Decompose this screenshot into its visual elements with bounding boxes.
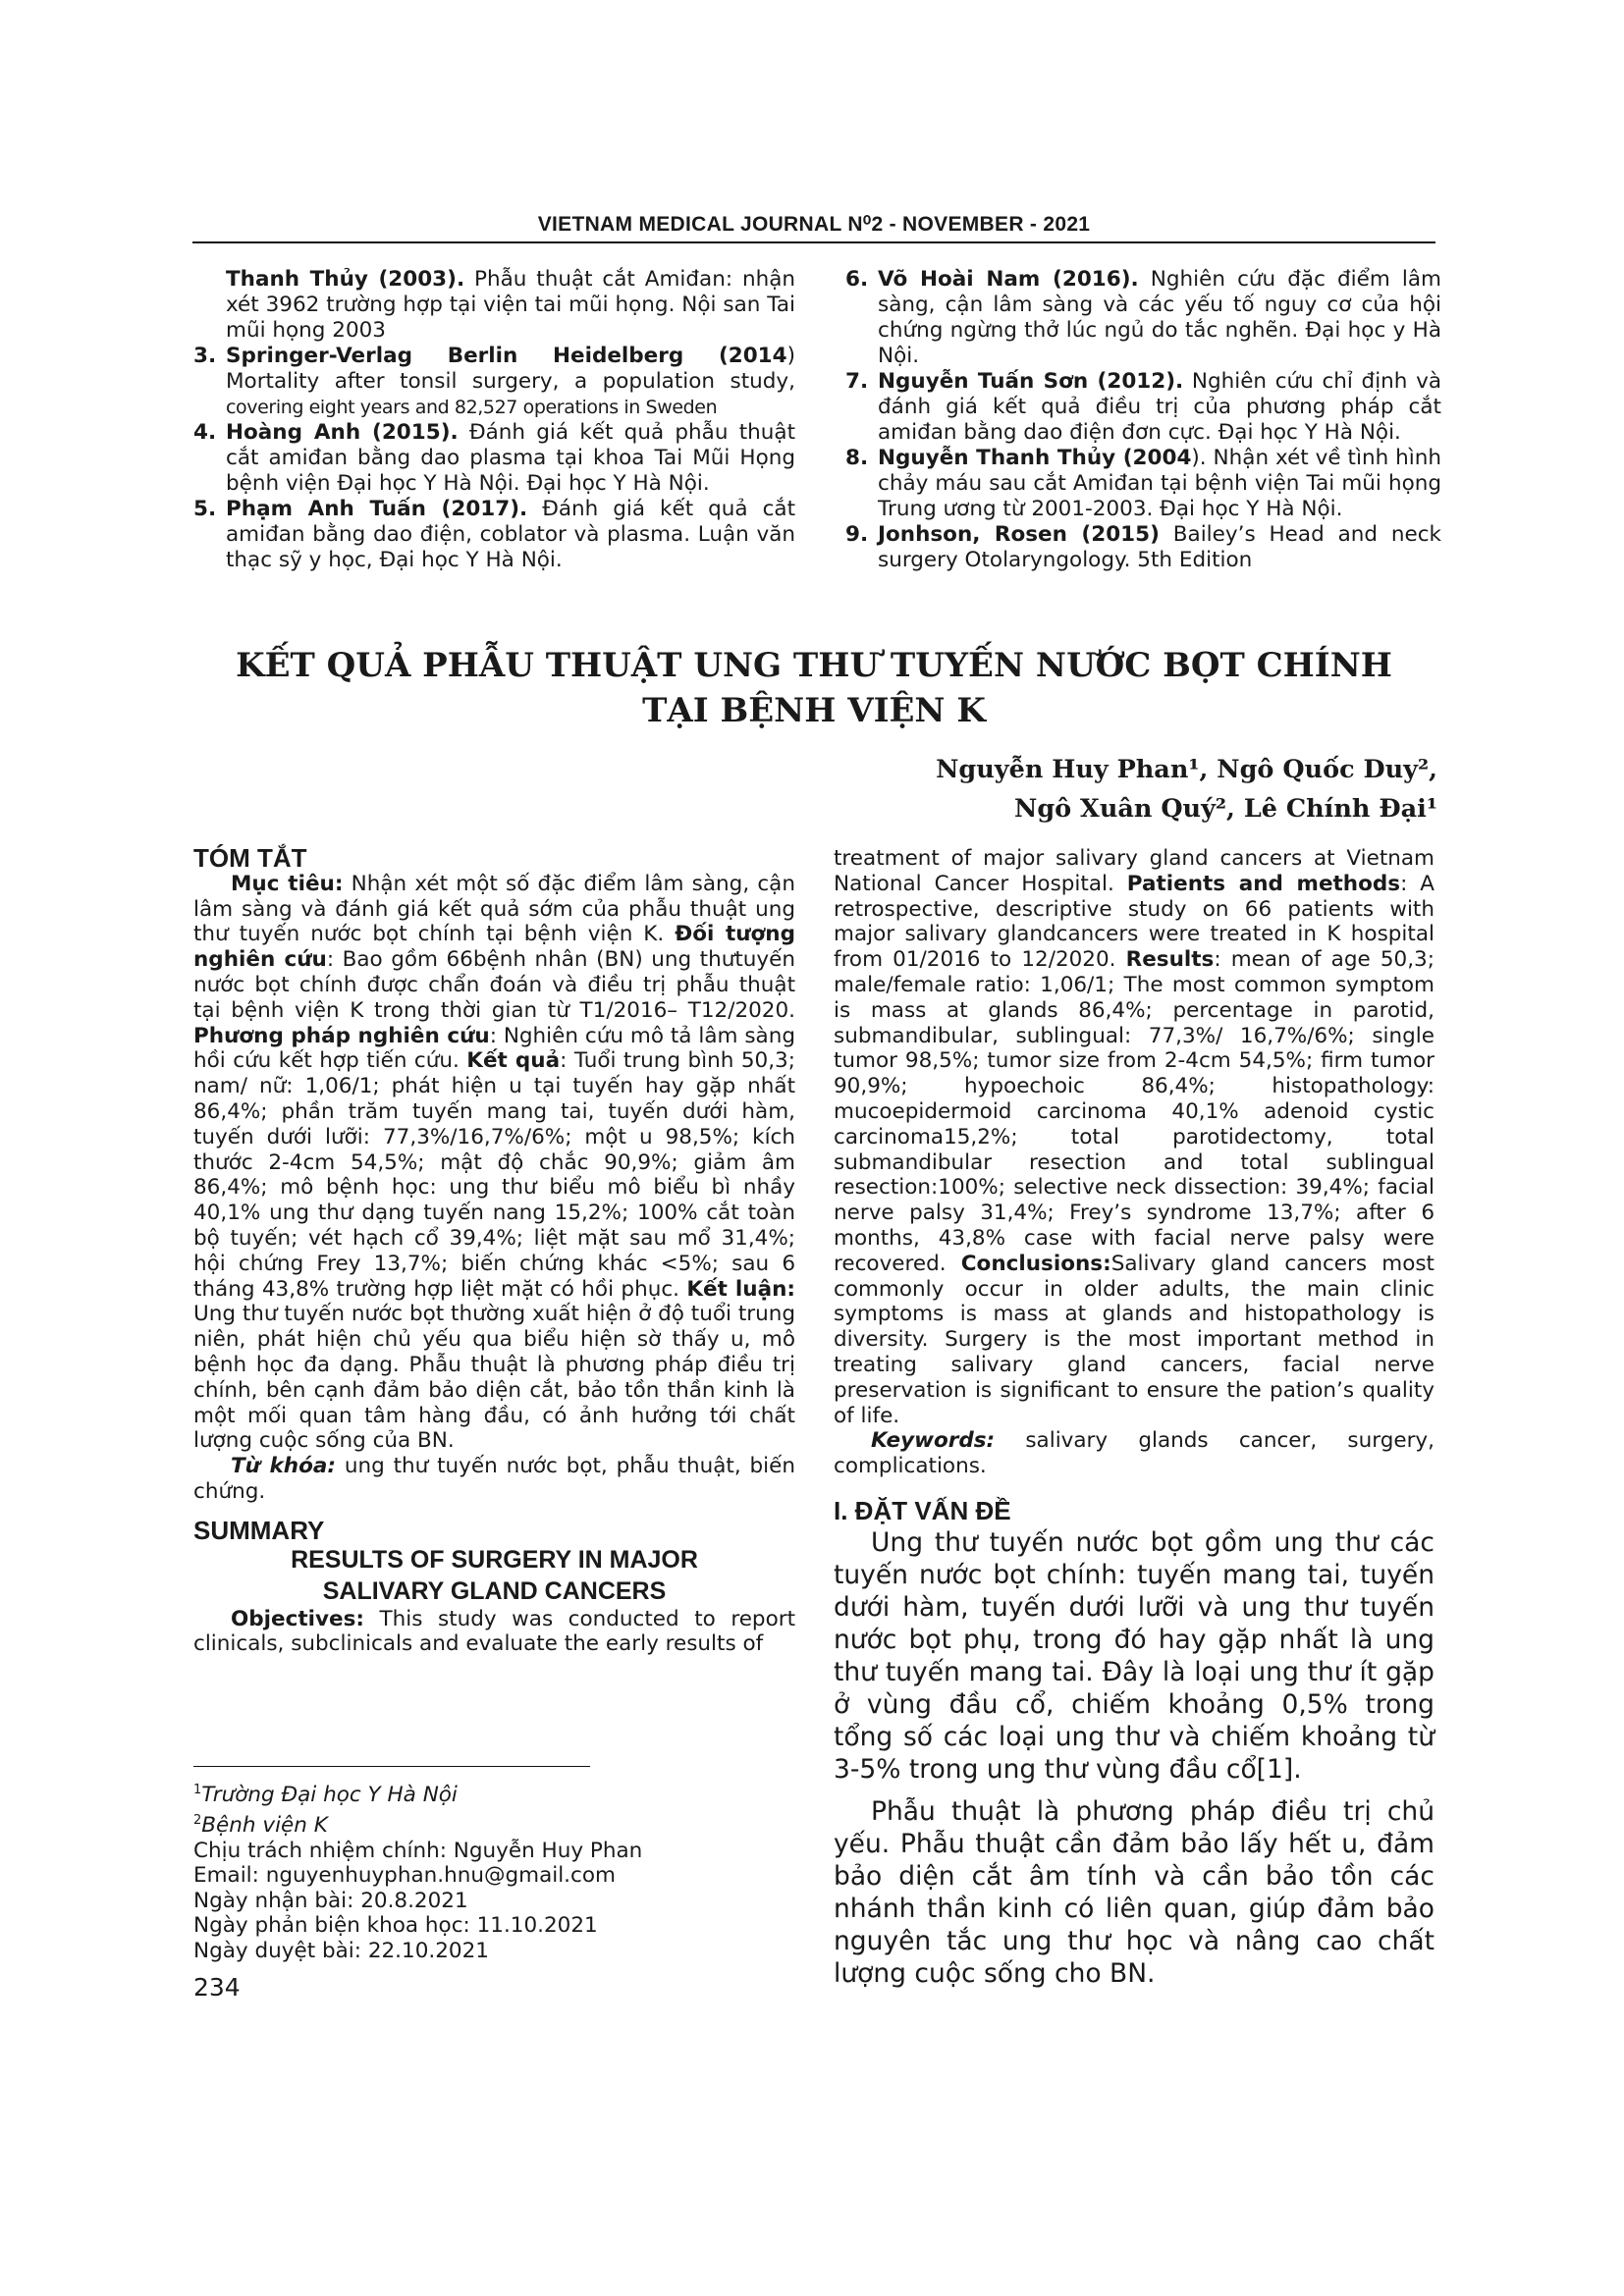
footnotes (193, 1778, 795, 1963)
reference-item: 5. Phạm Anh Tuấn (2017). Đánh giá kết quả cắt amiđan bằng dao điện, coblator và plasma. Luận văn thạc sỹ y học, Đại học Y Hà Nội. (193, 497, 795, 572)
right-column (834, 846, 1435, 1990)
abstract-en-start: Objectives: This study was conducted to report clinicals, subclinicals and evaluate the early results of (193, 1606, 795, 1657)
reference-item: 9. Jonhson, Rosen (2015) Bailey’s Head and neck surgery Otolaryngology. 5th Edition (845, 522, 1441, 572)
references-right (845, 267, 1441, 573)
intro-paragraph: Ung thư tuyến nước bọt gồm ung thư các tuyến nước bọt chính: tuyến mang tai, tuyến dưới hàm, tuyến dưới lưỡi và ung thư tuyến nước bọt phụ, trong đó hay gặp nhất là ung thư tuyến mang tai. Đây là loại ung thư ít gặp ở vùng đầu cổ, chiếm khoảng 0,5% trong tổng số các loại ung thư và chiếm khoảng từ 3-5% trong ung thư vùng đầu cổ[1]. (834, 1526, 1435, 1785)
keywords-vi: Từ khóa: ung thư tuyến nước bọt, phẫu thuật, biến chứng. (193, 1454, 795, 1504)
authors (750, 750, 1437, 828)
summary-title: RESULTS OF SURGERY IN MAJOR SALIVARY GLAND CANCERS (291, 1545, 698, 1605)
header-rule (192, 241, 1435, 243)
authors-line: Nguyễn Huy Phan¹, Ngô Quốc Duy², (936, 755, 1437, 784)
section-heading-summary: SUMMARY (193, 1515, 325, 1545)
section-heading-intro: I. ĐẶT VẤN ĐỀ (834, 1495, 1011, 1525)
reference-item: 4. Hoàng Anh (2015). Đánh giá kết quả phẫu thuật cắt amiđan bằng dao plasma tại khoa Tai Mũi Họng bệnh viện Đại học Y Hà Nội. Đại học Y Hà Nội. (193, 420, 795, 496)
journal-header: VIETNAM MEDICAL JOURNAL N⁰2 - NOVEMBER - 2021 (537, 213, 1091, 236)
abstract-en-continued: treatment of major salivary gland cancers at Vietnam National Cancer Hospital. Patients and methods: A retrospective, descriptive study on 66 patients with major salivary glandcancers were treated in K hospital from 01/2016 to 12/2020. Results: mean of age 50,3; male/female ratio: 1,06/1; The most common symptom is mass at glands 86,4%; percentage in parotid, submandibular, sublingual: 77,3%/ 16,7%/6%; single tumor 98,5%; tumor size from 2-4cm 54,5%; firm tumor 90,9%; hypoechoic 86,4%; histopathology: mucoepidermoid carcinoma 40,1% adenoid cystic carcinoma15,2%; total parotidectomy, total submandibular resection and total sublingual resection:100%; selective neck dissection: 39,4%; facial nerve palsy 31,4%; Frey’s syndrome 13,7%; after 6 months, 43,8% case with facial nerve palsy were recovered. Conclusions:Salivary gland cancers most commonly occur in older adults, the main clinic symptoms is mass at glands and histopathology is diversity. Surgery is the most important method in treating salivary gland cancers, facial nerve preservation is significant to ensure the pation’s quality of life. (834, 846, 1435, 1428)
section-heading-tomtat: TÓM TẮT (193, 843, 307, 873)
affiliation-1: $^1$Trường Đại học Y Hà Nội (193, 1783, 458, 1808)
title-line: KẾT QUẢ PHẪU THUẬT UNG THƯ TUYẾN NƯỚC BỌT CHÍNH (236, 646, 1392, 685)
reference-item: Thanh Thủy (2003). Phẫu thuật cắt Amiđan: nhận xét 3962 trường hợp tại viện tai mũi họng. Nội san Tai mũi họng 2003 (226, 267, 795, 343)
corresponding-author: Chịu trách nhiệm chính: Nguyễn Huy Phan (193, 1838, 643, 1863)
date-reviewed: Ngày phản biện khoa học: 11.10.2021 (193, 1913, 598, 1939)
reference-item: 8. Nguyễn Thanh Thủy (2004). Nhận xét về tình hình chảy máu sau cắt Amiđan tại bệnh viện Tai mũi họng Trung ương từ 2001-2003. Đại học Y Hà Nội. (845, 446, 1441, 521)
email: Email: nguyenhuyphan.hnu@gmail.com (193, 1863, 616, 1889)
article-title (192, 643, 1435, 733)
keywords-en: Keywords: salivary glands cancer, surgery, complications. (834, 1428, 1435, 1479)
page-number: 234 (193, 1973, 241, 2002)
affiliation-2: $^2$Bệnh viện K (193, 1812, 328, 1838)
reference-item: 3. Springer-Verlag Berlin Heidelberg (2014) Mortality after tonsil surgery, a population study, covering eight years and 82,527 operations in Sweden (193, 344, 795, 418)
authors-line: Ngô Xuân Quý², Lê Chính Đại¹ (1014, 794, 1437, 824)
reference-item: 7. Nguyễn Tuấn Sơn (2012). Nghiên cứu chỉ định và đánh giá kết quả điều trị của phương pháp cắt amiđan bằng dao điện đơn cực. Đại học Y Hà Nội. (845, 369, 1441, 445)
reference-item: 6. Võ Hoài Nam (2016). Nghiên cứu đặc điểm lâm sàng, cận lâm sàng và các yếu tố nguy cơ của hội chứng ngừng thở lúc ngủ do tắc nghẽn. Đại học y Hà Nội. (845, 267, 1441, 368)
intro-paragraph: Phẫu thuật là phương pháp điều trị chủ yếu. Phẫu thuật cần đảm bảo lấy hết u, đảm bảo diện cắt âm tính và cần bảo tồn các nhánh thần kinh có liên quan, giúp đảm bảo nguyên tắc ung thư học và nâng cao chất lượng cuộc sống cho BN. (834, 1795, 1435, 1989)
date-accepted: Ngày duyệt bài: 22.10.2021 (193, 1938, 489, 1963)
references-left (193, 267, 795, 573)
abstract-vi: Mục tiêu: Nhận xét một số đặc điểm lâm sàng, cận lâm sàng và đánh giá kết quả sớm của phẫu thuật ung thư tuyến nước bọt chính tại bệnh viện K. Đối tượng nghiên cứu: Bao gồm 66bệnh nhân (BN) ung thưtuyến nước bọt chính được chẩn đoán và điều trị phẫu thuật tại bệnh viện K trong thời gian từ T1/2016– T12/2020. Phương pháp nghiên cứu: Nghiên cứu mô tả lâm sàng hồi cứu kết hợp tiến cứu. Kết quả: Tuổi trung bình 50,3; nam/ nữ: 1,06/1; phát hiện u tại tuyến hay gặp nhất 86,4%; phần trăm tuyến mang tai, tuyến dưới hàm, tuyến dưới lưỡi: 77,3%/16,7%/6%; một u 98,5%; kích thước 2-4cm 54,5%; mật độ chắc 90,9%; giảm âm 86,4%; mô bệnh học: ung thư biểu mô biểu bì nhầy 40,1% ung thư dạng tuyến nang 15,2%; 100% cắt toàn bộ tuyến; vét hạch cổ 39,4%; liệt mặt sau mổ 31,4%; hội chứng Frey 13,7%; biến chứng khác <5%; sau 6 tháng 43,8% trường hợp liệt mặt có hồi phục. Kết luận: Ung thư tuyến nước bọt thường xuất hiện ở độ tuổi trung niên, phát hiện chủ yếu qua biểu hiện sờ thấy u, mô bệnh học đa dạng. Phẫu thuật là phương pháp điều trị chính, bên cạnh đảm bảo diện cắt, bảo tồn thần kinh là một mối quan tâm hàng đầu, có ảnh hưởng tới chất lượng cuộc sống của BN. (193, 871, 795, 1454)
left-column (193, 843, 795, 1657)
footnote-rule (193, 1766, 590, 1767)
date-received: Ngày nhận bài: 20.8.2021 (193, 1888, 468, 1913)
title-line: TẠI BỆNH VIỆN K (642, 691, 986, 730)
